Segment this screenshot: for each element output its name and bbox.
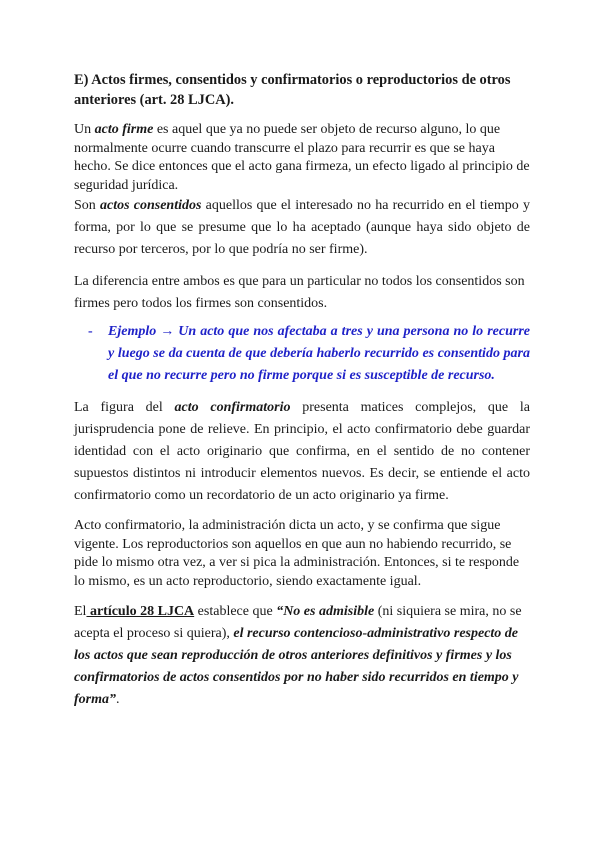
- p2-pre: Son: [74, 198, 100, 213]
- article-28-reference: artículo 28 LJCA: [86, 604, 195, 619]
- term-actos-consentidos: actos consentidos: [100, 198, 202, 213]
- p4-post: presenta matices complejos, que la jurisprudencia pone de relieve. En principio, el acto confirmatorio debe guardar identidad con el acto originario que confirma, en el sentido de no contener supuestos distintos ni introducir elementos nuevos. Es decir, se entiende el acto confirmatorio como un recordatorio de un acto originario ya firme.: [74, 400, 530, 503]
- p6-end: .: [116, 692, 120, 707]
- bullet-dash: -: [88, 324, 93, 339]
- section-heading: E) Actos firmes, consentidos y confirmatorios o reproductorios de otros anteriores (art. 28 LJCA).: [74, 72, 511, 108]
- paragraph-diferencia: La diferencia entre ambos es que para un particular no todos los consentidos son firmes pero todos los firmes son consentidos.: [74, 274, 525, 311]
- term-acto-firme: acto firme: [94, 122, 154, 137]
- p6-aside: (ni siquiera se mira, no se acepta el proceso si quiera),: [74, 604, 522, 641]
- paragraph-actos-consentidos: [74, 195, 530, 261]
- p1-pre: Un: [74, 122, 95, 137]
- document-page: [74, 70, 530, 711]
- paragraph-articulo-28: [74, 601, 530, 711]
- quote-rest: el recurso contencioso-administrativo respecto de los actos que sean reproducción de otros anteriores definitivos y firmes y los confirmatorios de actos consentidos por no haber sido recurridos en tiempo y forma”: [74, 626, 519, 707]
- paragraph-reproductorios: Acto confirmatorio, la administración dicta un acto, y se confirma que sigue vigente. Los reproductorios son aquellos en que aun no habiendo recurrido, se pide lo mismo otra vez, a ver si pica la administración. Entonces, si te responde lo mismo, es un acto reproductorio, siendo exactamente igual.: [74, 518, 520, 589]
- quote-start: “No es admisible: [276, 604, 375, 619]
- p6-mid: establece que: [194, 604, 277, 619]
- example-list-item: [74, 321, 530, 387]
- paragraph-acto-firme: [74, 121, 530, 195]
- p6-pre: El: [74, 604, 87, 619]
- p4-pre: La figura del: [74, 400, 175, 415]
- term-acto-confirmatorio: acto confirmatorio: [174, 400, 291, 415]
- p2-post: aquellos que el interesado no ha recurrido en el tiempo y forma, por lo que se presume que lo ha aceptado (aunque haya sido objeto de recurso por terceros, por lo que podría no ser firme).: [74, 198, 530, 257]
- paragraph-acto-confirmatorio: [74, 397, 530, 507]
- example-text: Ejemplo → Un acto que nos afectaba a tres y una persona no lo recurre y luego se da cuenta de que debería haberlo recurrido es consentido para el que no recurre pero no firme porque si es susceptible de recurso.: [108, 324, 530, 383]
- p1-post: es aquel que ya no puede ser objeto de recurso alguno, lo que normalmente ocurre cuando transcurre el plazo para recurrir es que se haya hecho. Se dice entonces que el acto gana firmeza, un efecto ligado al principio de seguridad jurídica.: [74, 122, 530, 193]
